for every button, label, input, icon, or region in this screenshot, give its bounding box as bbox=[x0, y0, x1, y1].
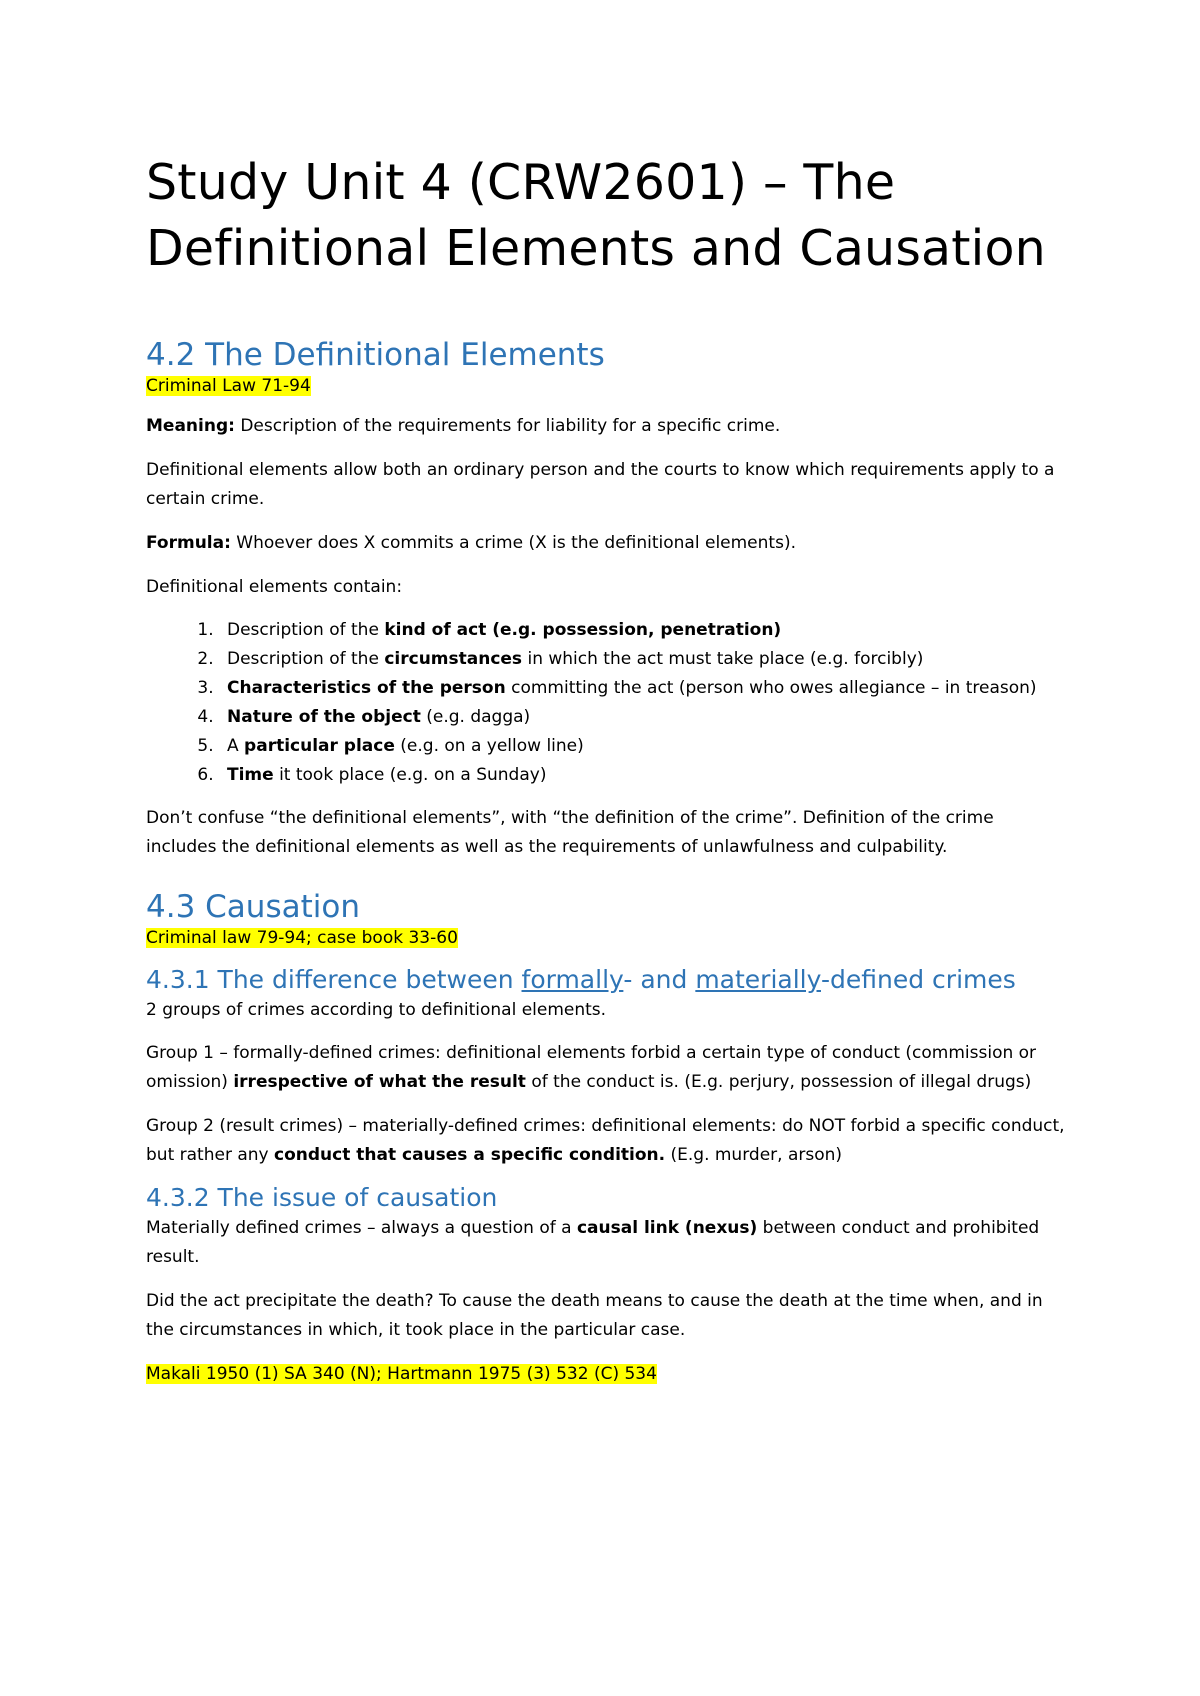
document-content bbox=[146, 150, 1066, 1389]
section-heading-4-3: 4.3 Causation bbox=[146, 889, 360, 925]
groups-intro: 2 groups of crimes according to definitional elements. bbox=[146, 1000, 607, 1020]
group-2-paragraph: Group 2 (result crimes) – materially-defined crimes: definitional elements: do NOT forbid a specific conduct, but rather any conduct that causes a specific condition. (E.g. murder, arson) bbox=[146, 1116, 1065, 1165]
meaning-paragraph bbox=[146, 412, 1066, 441]
dont-confuse-paragraph: Don’t confuse “the definitional elements”, with “the definition of the crime”. Definition of the crime includes the definitional elements as well as the requirements of unlawfulness and culpability. bbox=[146, 808, 994, 857]
definitional-elements-list bbox=[146, 616, 1066, 790]
list-item: 2. Description of the circumstances in which the act must take place (e.g. forcibly) bbox=[219, 645, 1066, 674]
definitional-elements-paragraph: Definitional elements allow both an ordinary person and the courts to know which requirements apply to a certain crime. bbox=[146, 460, 1055, 509]
reference-criminal-law bbox=[146, 374, 1066, 398]
list-item: 3. Characteristics of the person committing the act (person who owes allegiance – in treason) bbox=[219, 674, 1066, 703]
meaning-text: Description of the requirements for liability for a specific crime. bbox=[234, 416, 781, 436]
formula-text: Whoever does X commits a crime (X is the definitional elements). bbox=[230, 533, 796, 553]
formula-paragraph bbox=[146, 529, 1066, 558]
list-item: 1. Description of the kind of act (e.g. possession, penetration) bbox=[219, 616, 1066, 645]
highlighted-reference: Criminal law 79-94; case book 33-60 bbox=[146, 928, 458, 948]
highlighted-cases: Makali 1950 (1) SA 340 (N); Hartmann 1975 (3) 532 (C) 534 bbox=[146, 1364, 657, 1384]
causal-link-paragraph: Materially defined crimes – always a question of a causal link (nexus) between conduct and prohibited result. bbox=[146, 1218, 1040, 1267]
meaning-label: Meaning: bbox=[146, 416, 235, 436]
section-heading-4-2: 4.2 The Definitional Elements bbox=[146, 337, 605, 373]
list-item: 5. A particular place (e.g. on a yellow line) bbox=[219, 732, 1066, 761]
contain-intro: Definitional elements contain: bbox=[146, 577, 403, 597]
group-1-paragraph: Group 1 – formally-defined crimes: definitional elements forbid a certain type of conduct (commission or omission) irrespective of what the result of the conduct is. (E.g. perjury, possession of illegal drugs) bbox=[146, 1043, 1037, 1092]
formula-label: Formula: bbox=[146, 533, 231, 553]
reference-causation bbox=[146, 926, 1066, 950]
list-item: 4. Nature of the object (e.g. dagga) bbox=[219, 703, 1066, 732]
subsection-heading-4-3-2: 4.3.2 The issue of causation bbox=[146, 1183, 498, 1212]
highlighted-reference: Criminal Law 71-94 bbox=[146, 376, 311, 396]
list-item: 6. Time it took place (e.g. on a Sunday) bbox=[219, 761, 1066, 790]
precipitate-death-paragraph: Did the act precipitate the death? To cause the death means to cause the death at the time when, and in the circumstances in which, it took place in the particular case. bbox=[146, 1291, 1043, 1340]
document-title: Study Unit 4 (CRW2601) – The Definitional Elements and Causation bbox=[146, 154, 1046, 277]
subsection-heading-4-3-1: 4.3.1 The difference between formally- and materially-defined crimes bbox=[146, 965, 1016, 994]
case-references bbox=[146, 1360, 1066, 1389]
